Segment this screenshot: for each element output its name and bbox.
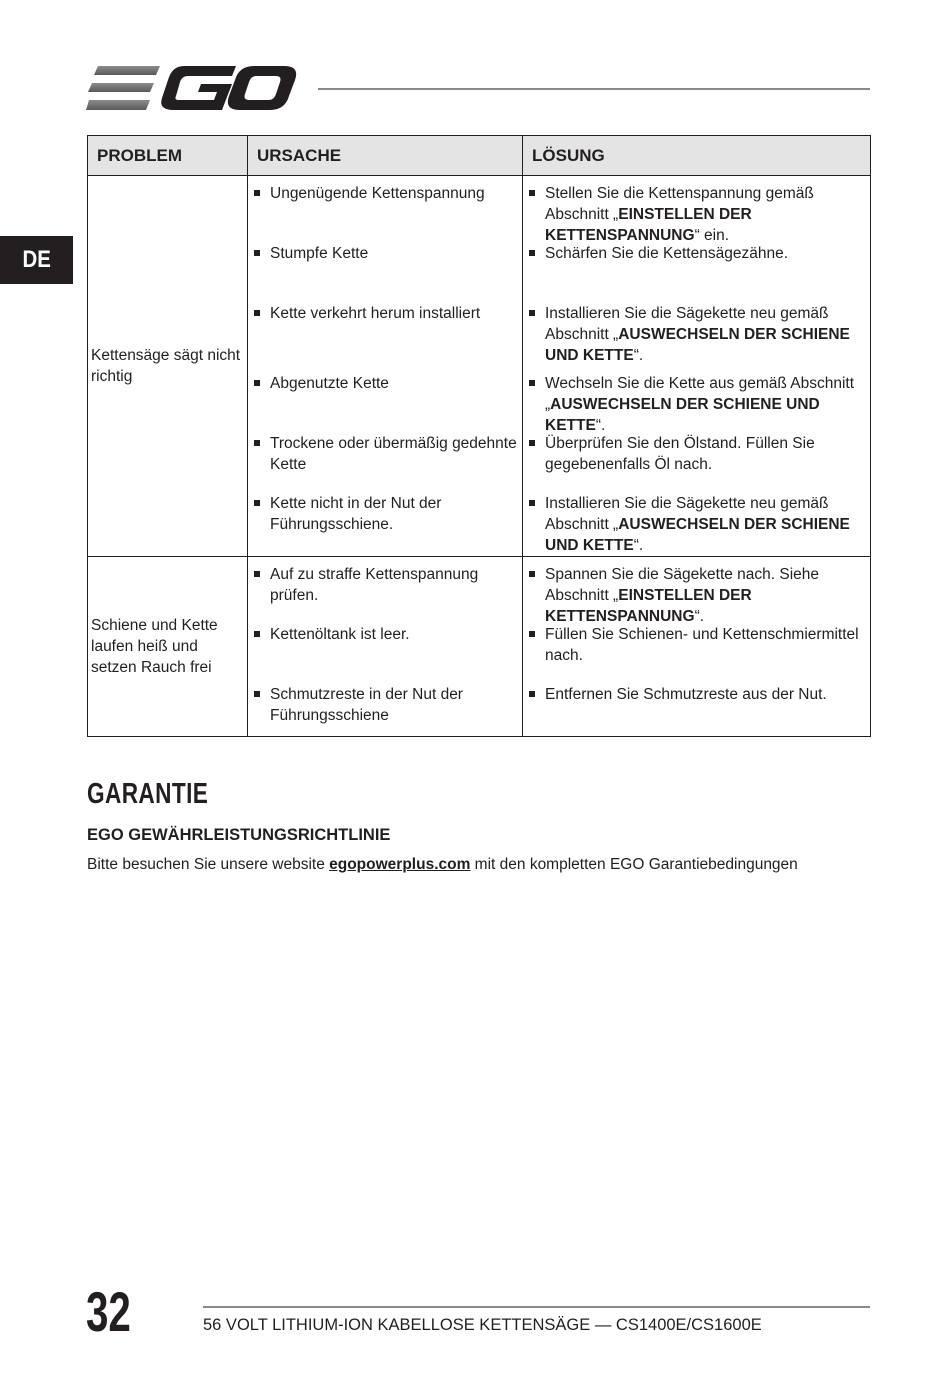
solution-item: Entfernen Sie Schmutzreste aus der Nut. xyxy=(523,684,868,705)
solution-item: Schärfen Sie die Kettensägezähne. xyxy=(523,243,868,303)
cause-item: Abgenutzte Kette xyxy=(248,373,520,433)
troubleshooting-table xyxy=(87,135,871,737)
cause-item: Ungenügende Kettenspannung xyxy=(248,183,520,243)
table-header-row xyxy=(88,136,871,176)
ego-logo xyxy=(86,62,298,114)
solution-item: Spannen Sie die Sägekette nach. Siehe Abschnitt „EINSTELLEN DER KETTENSPANNUNG“. xyxy=(523,564,868,624)
cause-cell xyxy=(248,176,523,557)
warranty-subtitle: EGO GEWÄHRLEISTUNGSRICHTLINIE xyxy=(87,826,391,844)
footer-text: 56 VOLT LITHIUM-ION KABELLOSE KETTENSÄGE — CS1400E/CS1600E xyxy=(203,1316,762,1334)
warranty-text: Bitte besuchen Sie unsere website egopowerplus.com mit den kompletten EGO Garantiebedingungen xyxy=(87,856,798,873)
header-cause: URSACHE xyxy=(248,136,523,176)
cause-item: Stumpfe Kette xyxy=(248,243,520,303)
solution-cell xyxy=(523,557,871,737)
solution-item: Installieren Sie die Sägekette neu gemäß Abschnitt „AUSWECHSELN DER SCHIENE UND KETTE“. xyxy=(523,303,868,373)
solution-item: Füllen Sie Schienen- und Kettenschmiermittel nach. xyxy=(523,624,868,684)
cause-item: Kette verkehrt herum installiert xyxy=(248,303,520,373)
cause-cell xyxy=(248,557,523,737)
solution-item: Installieren Sie die Sägekette neu gemäß Abschnitt „AUSWECHSELN DER SCHIENE UND KETTE“. xyxy=(523,493,868,556)
cause-item: Trockene oder übermäßig gedehnte Kette xyxy=(248,433,520,493)
cause-item: Kette nicht in der Nut der Führungsschiene. xyxy=(248,493,520,535)
problem-cell: Schiene und Kette laufen heiß und setzen Rauch frei xyxy=(88,557,248,737)
solution-item: Stellen Sie die Kettenspannung gemäß Abschnitt „EINSTELLEN DER KETTENSPANNUNG“ ein. xyxy=(523,183,868,243)
table-row xyxy=(88,176,871,557)
cause-item: Kettenöltank ist leer. xyxy=(248,624,520,684)
header-solution: LÖSUNG xyxy=(523,136,871,176)
warranty-link[interactable]: egopowerplus.com xyxy=(329,856,471,873)
header-problem: PROBLEM xyxy=(88,136,248,176)
table-row xyxy=(88,557,871,737)
cause-item: Auf zu straffe Kettenspannung prüfen. xyxy=(248,564,520,624)
warranty-title: GARANTIE xyxy=(87,778,209,810)
solution-item: Wechseln Sie die Kette aus gemäß Abschnitt „AUSWECHSELN DER SCHIENE UND KETTE“. xyxy=(523,373,868,433)
problem-cell: Kettensäge sägt nicht richtig xyxy=(88,176,248,557)
header-rule xyxy=(318,88,870,90)
solution-item: Überprüfen Sie den Ölstand. Füllen Sie gegebenenfalls Öl nach. xyxy=(523,433,868,493)
page-number: 32 xyxy=(86,1280,131,1343)
cause-item: Schmutzreste in der Nut der Führungsschiene xyxy=(248,684,520,726)
solution-cell xyxy=(523,176,871,557)
footer-rule xyxy=(203,1306,870,1308)
language-tab: DE xyxy=(0,236,73,284)
